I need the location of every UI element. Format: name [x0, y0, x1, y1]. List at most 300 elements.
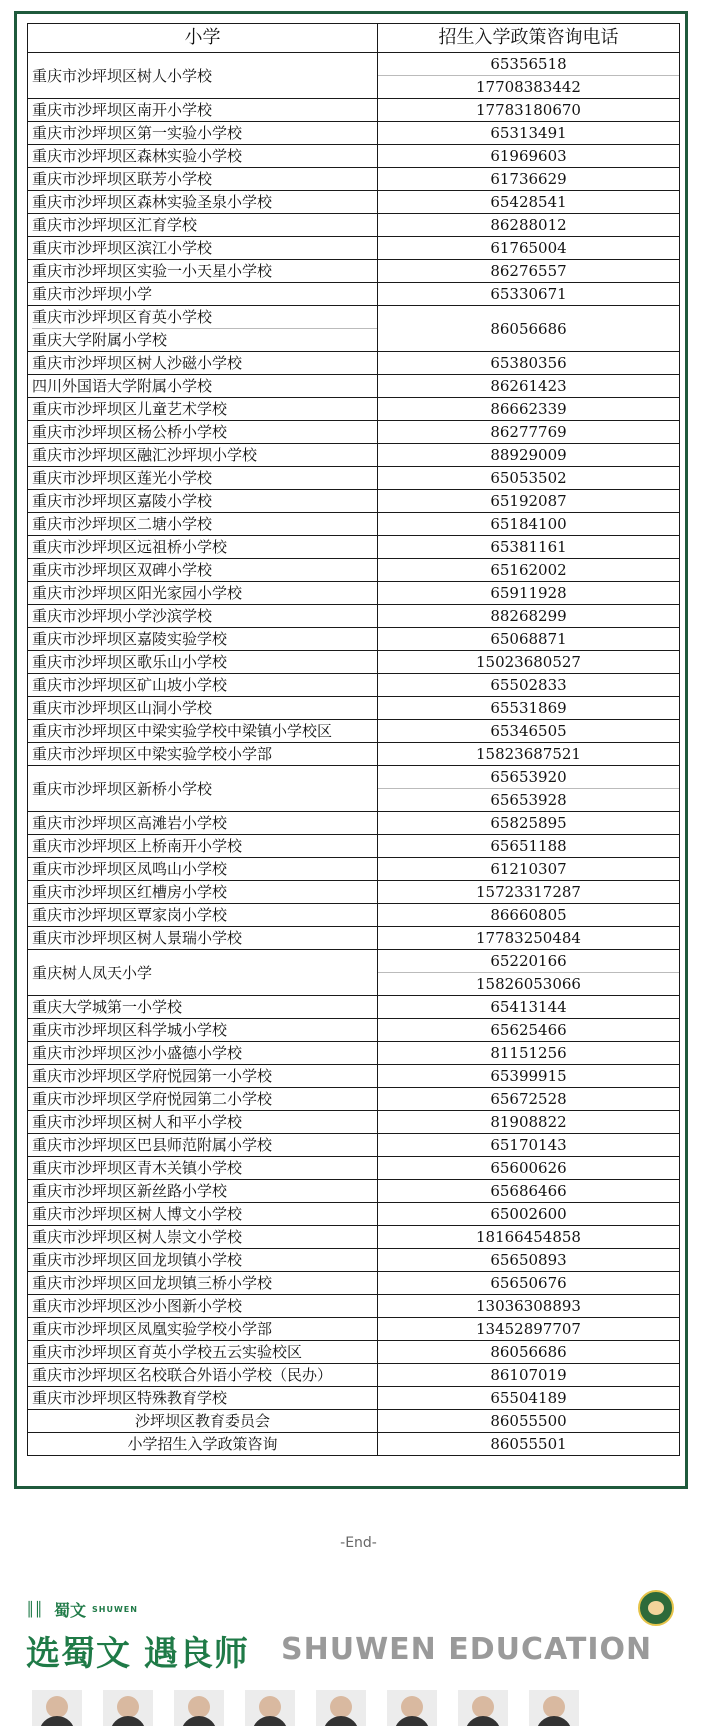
school-name: 重庆大学附属小学校 — [32, 328, 377, 351]
school-name-cell — [28, 467, 378, 490]
phone-number: 65502833 — [490, 676, 567, 694]
phone-cell — [378, 674, 680, 697]
school-name: 重庆市沙坪坝区树人沙磁小学校 — [32, 354, 243, 372]
phone-number: 65184100 — [490, 515, 567, 533]
school-name-cell — [28, 421, 378, 444]
brand-logo-en: SHUWEN — [92, 1605, 138, 1614]
school-name: 重庆市沙坪坝区嘉陵实验学校 — [32, 630, 228, 648]
school-name: 重庆市沙坪坝区双碑小学校 — [32, 561, 213, 579]
header-phone: 招生入学政策咨询电话 — [378, 24, 680, 53]
footer-phone: 86055500 — [378, 1410, 680, 1433]
table-row — [28, 1272, 680, 1295]
table-row — [28, 398, 680, 421]
school-name-cell — [28, 145, 378, 168]
end-marker: -End- — [340, 1535, 377, 1551]
table-row — [28, 1203, 680, 1226]
table-row — [28, 904, 680, 927]
school-name: 重庆市沙坪坝区上桥南开小学校 — [32, 837, 243, 855]
table-row — [28, 352, 680, 375]
phone-number: 88929009 — [490, 446, 567, 464]
mascot-badge-icon — [638, 1590, 674, 1626]
school-name-cell — [28, 1134, 378, 1157]
school-name: 重庆市沙坪坝区树人小学校 — [32, 66, 213, 85]
school-name-cell — [28, 1065, 378, 1088]
phone-number: 65686466 — [490, 1182, 567, 1200]
phone-cell — [378, 1088, 680, 1111]
school-name-cell — [28, 1295, 378, 1318]
table-row — [28, 1134, 680, 1157]
phone-cell — [378, 467, 680, 490]
school-name: 重庆市沙坪坝小学 — [32, 285, 153, 303]
phone-number: 86107019 — [490, 1366, 567, 1384]
phone-cell — [378, 398, 680, 421]
table-row — [28, 766, 680, 812]
school-name-cell — [28, 352, 378, 375]
phone-cell — [378, 950, 680, 996]
school-name: 重庆市沙坪坝区凤鸣山小学校 — [32, 860, 228, 878]
phone-cell — [378, 720, 680, 743]
school-name-cell — [28, 99, 378, 122]
school-name: 重庆市沙坪坝区新丝路小学校 — [32, 1182, 228, 1200]
school-name-cell — [28, 582, 378, 605]
school-name: 重庆市沙坪坝区育英小学校 — [32, 308, 213, 326]
school-name-cell — [28, 812, 378, 835]
school-name-cell — [28, 1180, 378, 1203]
table-row — [28, 1180, 680, 1203]
table-row — [28, 559, 680, 582]
table-row — [28, 191, 680, 214]
phone-cell — [378, 490, 680, 513]
school-name: 重庆市沙坪坝区森林实验圣泉小学校 — [32, 193, 273, 211]
phone-number: 17783180670 — [476, 101, 581, 119]
school-name-cell — [28, 214, 378, 237]
table-row — [28, 122, 680, 145]
table-row — [28, 697, 680, 720]
phone-cell — [378, 352, 680, 375]
school-name-cell — [28, 720, 378, 743]
table-row — [28, 490, 680, 513]
school-name: 重庆市沙坪坝区二塘小学校 — [32, 515, 213, 533]
brand-english-name: SHUWEN EDUCATION — [281, 1632, 653, 1667]
table-row — [28, 421, 680, 444]
table-row — [28, 1157, 680, 1180]
phone-number: 86056686 — [490, 319, 567, 338]
phone-number: 81908822 — [490, 1113, 567, 1131]
phone-cell — [378, 743, 680, 766]
teacher-photo — [529, 1690, 579, 1726]
phone-cell — [378, 1387, 680, 1410]
table-row — [28, 283, 680, 306]
school-name-cell — [28, 1364, 378, 1387]
table-row — [28, 1364, 680, 1387]
school-name: 重庆市沙坪坝区巴县师范附属小学校 — [32, 1136, 273, 1154]
phone-cell — [378, 651, 680, 674]
phone-number: 17783250484 — [476, 929, 581, 947]
phone-cell — [378, 904, 680, 927]
school-name: 重庆市沙坪坝区汇育学校 — [32, 216, 198, 234]
table-row — [28, 168, 680, 191]
school-name-cell — [28, 651, 378, 674]
table-row — [28, 812, 680, 835]
phone-number: 15023680527 — [476, 653, 581, 671]
table-row — [28, 214, 680, 237]
school-name: 重庆市沙坪坝区高滩岩小学校 — [32, 814, 228, 832]
phone-number: 61210307 — [490, 860, 567, 878]
phone-cell — [378, 53, 680, 99]
school-name-cell — [28, 168, 378, 191]
table-frame — [14, 11, 688, 1489]
school-name-cell — [28, 398, 378, 421]
school-name: 重庆市沙坪坝区学府悦园第二小学校 — [32, 1090, 273, 1108]
phone-number: 86662339 — [490, 400, 567, 418]
school-name: 重庆大学城第一小学校 — [32, 998, 183, 1016]
phone-number: 65825895 — [490, 814, 567, 832]
table-row — [28, 306, 680, 352]
table-row — [28, 1341, 680, 1364]
table-row — [28, 628, 680, 651]
phone-number: 65672528 — [490, 1090, 567, 1108]
school-name: 重庆市沙坪坝区树人博文小学校 — [32, 1205, 243, 1223]
phone-number: 81151256 — [490, 1044, 567, 1062]
phone-cell — [378, 99, 680, 122]
table-row — [28, 858, 680, 881]
table-row — [28, 651, 680, 674]
school-name: 重庆市沙坪坝区学府悦园第一小学校 — [32, 1067, 273, 1085]
phone-number: 13036308893 — [476, 1297, 581, 1315]
school-name: 重庆市沙坪坝区滨江小学校 — [32, 239, 213, 257]
school-name-cell — [28, 1387, 378, 1410]
phone-cell — [378, 996, 680, 1019]
phone-number: 65653928 — [378, 788, 679, 811]
table-row — [28, 444, 680, 467]
phone-cell — [378, 1134, 680, 1157]
phone-cell — [378, 1318, 680, 1341]
teacher-photo — [32, 1690, 82, 1726]
phone-number: 65651188 — [490, 837, 567, 855]
phone-cell — [378, 214, 680, 237]
school-name: 重庆市沙坪坝区阳光家园小学校 — [32, 584, 243, 602]
brand-logo-icon: ║║ — [26, 1601, 43, 1618]
table-row — [28, 950, 680, 996]
phone-cell — [378, 1111, 680, 1134]
table-footer-row — [28, 1433, 680, 1456]
phone-cell — [378, 444, 680, 467]
table-row — [28, 375, 680, 398]
phone-number: 17708383442 — [378, 75, 679, 98]
school-name: 重庆市沙坪坝区联芳小学校 — [32, 170, 213, 188]
phone-cell — [378, 375, 680, 398]
school-name: 重庆市沙坪坝区回龙坝镇小学校 — [32, 1251, 243, 1269]
phone-number: 18166454858 — [476, 1228, 581, 1246]
phone-cell — [378, 168, 680, 191]
table-row — [28, 99, 680, 122]
school-name-cell — [28, 513, 378, 536]
school-name-cell — [28, 1157, 378, 1180]
phone-cell — [378, 1249, 680, 1272]
school-name: 重庆市沙坪坝区树人和平小学校 — [32, 1113, 243, 1131]
table-header-row — [28, 24, 680, 53]
phone-number: 65399915 — [490, 1067, 567, 1085]
phone-cell — [378, 283, 680, 306]
phone-number: 65381161 — [490, 538, 567, 556]
school-name: 重庆市沙坪坝区莲光小学校 — [32, 469, 213, 487]
phone-number: 65650893 — [490, 1251, 567, 1269]
school-name: 重庆市沙坪坝区儿童艺术学校 — [32, 400, 228, 418]
footer-phone: 86055501 — [378, 1433, 680, 1456]
header-school: 小学 — [28, 24, 378, 53]
school-name-cell — [28, 1019, 378, 1042]
school-name: 四川外国语大学附属小学校 — [32, 377, 213, 395]
school-name: 重庆市沙坪坝小学沙滨学校 — [32, 607, 213, 625]
phone-number: 86277769 — [490, 423, 567, 441]
school-name: 重庆市沙坪坝区沙小图新小学校 — [32, 1297, 243, 1315]
table-row — [28, 145, 680, 168]
phone-cell — [378, 191, 680, 214]
phone-number: 65650676 — [490, 1274, 567, 1292]
phone-number: 65413144 — [490, 998, 567, 1016]
phone-cell — [378, 559, 680, 582]
phone-number: 86261423 — [490, 377, 567, 395]
phone-cell — [378, 766, 680, 812]
school-name: 重庆市沙坪坝区覃家岗小学校 — [32, 906, 228, 924]
table-row — [28, 1318, 680, 1341]
school-name: 重庆市沙坪坝区特殊教育学校 — [32, 1389, 228, 1407]
brand-logo-cn: 蜀文 — [54, 1601, 87, 1620]
phone-number: 65600626 — [490, 1159, 567, 1177]
phone-cell — [378, 582, 680, 605]
phone-cell — [378, 605, 680, 628]
phone-cell — [378, 927, 680, 950]
school-name-cell — [28, 444, 378, 467]
brand-banner — [26, 1590, 706, 1726]
school-name-cell — [28, 1272, 378, 1295]
school-name: 重庆市沙坪坝区远祖桥小学校 — [32, 538, 228, 556]
school-name-cell — [28, 260, 378, 283]
phone-number: 65330671 — [490, 285, 567, 303]
school-name: 重庆树人凤天小学 — [32, 963, 153, 982]
school-name-cell — [28, 628, 378, 651]
phone-number: 61736629 — [490, 170, 567, 188]
phone-cell — [378, 1042, 680, 1065]
school-name-cell — [28, 835, 378, 858]
table-row — [28, 513, 680, 536]
school-name: 重庆市沙坪坝区山洞小学校 — [32, 699, 213, 717]
table-row — [28, 1019, 680, 1042]
phone-number: 65428541 — [490, 193, 567, 211]
phone-number: 86056686 — [490, 1343, 567, 1361]
table-row — [28, 237, 680, 260]
phone-number: 61969603 — [490, 147, 567, 165]
school-name: 重庆市沙坪坝区新桥小学校 — [32, 779, 213, 798]
phone-cell — [378, 1203, 680, 1226]
school-name: 重庆市沙坪坝区红槽房小学校 — [32, 883, 228, 901]
phone-number: 65053502 — [490, 469, 567, 487]
school-name: 重庆市沙坪坝区树人景瑞小学校 — [32, 929, 243, 947]
table-row — [28, 674, 680, 697]
school-name: 重庆市沙坪坝区森林实验小学校 — [32, 147, 243, 165]
school-name-cell — [28, 122, 378, 145]
teacher-photo — [174, 1690, 224, 1726]
school-name-cell — [28, 881, 378, 904]
phone-cell — [378, 1341, 680, 1364]
school-name-cell — [28, 697, 378, 720]
brand-slogan: 选蜀文 遇良师 — [26, 1634, 249, 1674]
school-name-cell — [28, 766, 378, 812]
school-name-cell — [28, 1042, 378, 1065]
phone-number: 65162002 — [490, 561, 567, 579]
phone-cell — [378, 1272, 680, 1295]
school-name-cell — [28, 996, 378, 1019]
phone-number: 86276557 — [490, 262, 567, 280]
table-row — [28, 743, 680, 766]
table-row — [28, 605, 680, 628]
phone-cell — [378, 306, 680, 352]
school-name-cell — [28, 605, 378, 628]
phone-number: 65504189 — [490, 1389, 567, 1407]
school-name-cell — [28, 904, 378, 927]
teacher-photo — [245, 1690, 295, 1726]
table-row — [28, 1387, 680, 1410]
phone-cell — [378, 122, 680, 145]
phone-number: 13452897707 — [476, 1320, 581, 1338]
school-name-cell — [28, 536, 378, 559]
school-name: 重庆市沙坪坝区南开小学校 — [32, 101, 213, 119]
phone-number: 65192087 — [490, 492, 567, 510]
school-name: 重庆市沙坪坝区矿山坡小学校 — [32, 676, 228, 694]
school-name: 重庆市沙坪坝区中梁实验学校小学部 — [32, 745, 273, 763]
phone-number: 86660805 — [490, 906, 567, 924]
school-name-cell — [28, 490, 378, 513]
school-name-cell — [28, 306, 378, 352]
table-footer-row — [28, 1410, 680, 1433]
phone-number: 15823687521 — [476, 745, 581, 763]
teacher-photo — [387, 1690, 437, 1726]
school-name-cell — [28, 237, 378, 260]
phone-number: 65911928 — [490, 584, 567, 602]
phone-number: 15723317287 — [476, 883, 581, 901]
phone-number: 88268299 — [490, 607, 567, 625]
table-body — [28, 53, 680, 1456]
phone-number: 65068871 — [490, 630, 567, 648]
school-name-cell — [28, 1249, 378, 1272]
school-name-cell — [28, 1088, 378, 1111]
school-name: 重庆市沙坪坝区凤凰实验学校小学部 — [32, 1320, 273, 1338]
table-row — [28, 467, 680, 490]
phone-number: 15826053066 — [378, 972, 679, 995]
school-name: 重庆市沙坪坝区育英小学校五云实验校区 — [32, 1343, 303, 1361]
teacher-photo — [458, 1690, 508, 1726]
phone-cell — [378, 260, 680, 283]
phone-number: 65170143 — [490, 1136, 567, 1154]
school-name: 重庆市沙坪坝区树人崇文小学校 — [32, 1228, 243, 1246]
phone-number: 65356518 — [490, 55, 567, 73]
table-row — [28, 582, 680, 605]
school-name-cell — [28, 53, 378, 99]
table-row — [28, 536, 680, 559]
table-row — [28, 1226, 680, 1249]
school-phone-table — [27, 23, 680, 1456]
phone-number: 65625466 — [490, 1021, 567, 1039]
school-name-cell — [28, 858, 378, 881]
phone-number: 65653920 — [490, 768, 567, 786]
table-row — [28, 1295, 680, 1318]
school-name: 重庆市沙坪坝区第一实验小学校 — [32, 124, 243, 142]
school-name: 重庆市沙坪坝区回龙坝镇三桥小学校 — [32, 1274, 273, 1292]
school-name-cell — [28, 927, 378, 950]
phone-cell — [378, 1019, 680, 1042]
table-row — [28, 1042, 680, 1065]
table-row — [28, 1065, 680, 1088]
school-name: 重庆市沙坪坝区歌乐山小学校 — [32, 653, 228, 671]
school-name-cell — [28, 674, 378, 697]
school-name-cell — [28, 283, 378, 306]
school-name: 重庆市沙坪坝区嘉陵小学校 — [32, 492, 213, 510]
school-name: 重庆市沙坪坝区中梁实验学校中梁镇小学校区 — [32, 722, 333, 740]
phone-cell — [378, 1065, 680, 1088]
phone-number: 86288012 — [490, 216, 567, 234]
school-name-cell — [28, 191, 378, 214]
phone-number: 65380356 — [490, 354, 567, 372]
phone-number: 65531869 — [490, 699, 567, 717]
brand-logo — [26, 1598, 138, 1621]
table-row — [28, 720, 680, 743]
school-name-cell — [28, 375, 378, 398]
school-name-cell — [28, 1226, 378, 1249]
school-name-cell — [28, 743, 378, 766]
footer-label: 沙坪坝区教育委员会 — [28, 1410, 378, 1433]
table-row — [28, 1249, 680, 1272]
phone-cell — [378, 858, 680, 881]
school-name: 重庆市沙坪坝区沙小盛德小学校 — [32, 1044, 243, 1062]
table-row — [28, 1111, 680, 1134]
phone-cell — [378, 1295, 680, 1318]
teacher-photo-strip — [32, 1690, 579, 1726]
school-name: 重庆市沙坪坝区杨公桥小学校 — [32, 423, 228, 441]
table-row — [28, 927, 680, 950]
footer-label: 小学招生入学政策咨询 — [28, 1433, 378, 1456]
school-name: 重庆市沙坪坝区青木关镇小学校 — [32, 1159, 243, 1177]
school-name: 重庆市沙坪坝区实验一小天星小学校 — [32, 262, 273, 280]
phone-cell — [378, 1157, 680, 1180]
phone-cell — [378, 881, 680, 904]
phone-number: 61765004 — [490, 239, 567, 257]
teacher-photo — [103, 1690, 153, 1726]
phone-cell — [378, 835, 680, 858]
phone-cell — [378, 536, 680, 559]
school-name-cell — [28, 1203, 378, 1226]
phone-cell — [378, 812, 680, 835]
teacher-photo — [316, 1690, 366, 1726]
phone-cell — [378, 145, 680, 168]
phone-cell — [378, 1226, 680, 1249]
phone-number: 65220166 — [490, 952, 567, 970]
table-row — [28, 53, 680, 99]
school-name-cell — [28, 1341, 378, 1364]
school-name-cell — [28, 1318, 378, 1341]
table-row — [28, 1088, 680, 1111]
phone-cell — [378, 1180, 680, 1203]
phone-cell — [378, 1364, 680, 1387]
phone-cell — [378, 237, 680, 260]
school-name: 重庆市沙坪坝区融汇沙坪坝小学校 — [32, 446, 258, 464]
school-name-cell — [28, 559, 378, 582]
phone-cell — [378, 513, 680, 536]
school-name: 重庆市沙坪坝区名校联合外语小学校（民办） — [32, 1366, 333, 1384]
table-row — [28, 260, 680, 283]
phone-cell — [378, 421, 680, 444]
table-row — [28, 881, 680, 904]
table-row — [28, 996, 680, 1019]
